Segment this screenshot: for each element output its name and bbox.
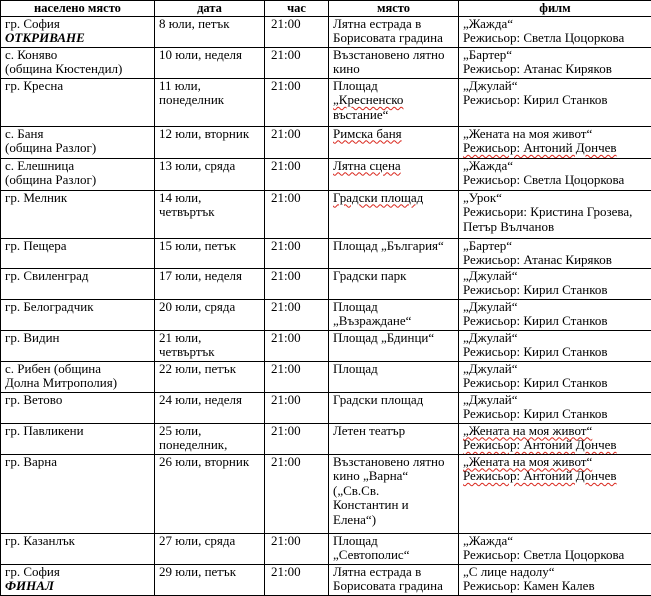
table-row [1, 330, 651, 361]
venue-cell-line: кино „Варна“ [333, 468, 409, 483]
film-cell-line: „Джулай“ [463, 330, 518, 345]
date-cell [155, 78, 265, 126]
date-cell [155, 158, 265, 190]
film-cell-line: „Жажда“ [463, 533, 514, 548]
time-cell: 21:00 [265, 268, 329, 299]
venue-cell-line: Градски площад [333, 392, 424, 407]
town-cell [1, 299, 155, 330]
date-cell-line: 21 юли, [159, 330, 202, 345]
venue-cell [329, 454, 459, 533]
venue-cell [329, 126, 459, 158]
time-cell: 21:00 [265, 47, 329, 78]
date-cell-line: 15 юли, петък [159, 238, 237, 253]
venue-cell-line: Възстановено лятно [333, 454, 445, 469]
film-cell [459, 423, 651, 454]
date-cell [155, 47, 265, 78]
date-cell-line: 8 юли, петък [159, 16, 230, 31]
venue-cell-line: Площад [333, 533, 378, 548]
time-cell: 21:00 [265, 454, 329, 533]
time-cell: 21:00 [265, 392, 329, 423]
header-date: дата [155, 1, 265, 17]
film-cell [459, 268, 651, 299]
time-cell: 21:00 [265, 361, 329, 392]
venue-cell [329, 361, 459, 392]
table-row [1, 238, 651, 268]
film-cell [459, 330, 651, 361]
town-cell-line: гр. Белоградчик [5, 299, 94, 314]
date-cell-line: 11 юли, [159, 78, 201, 93]
date-cell [155, 16, 265, 47]
date-cell [155, 190, 265, 238]
venue-cell-line: Борисовата градина [333, 578, 443, 593]
date-cell [155, 423, 265, 454]
table-row [1, 361, 651, 392]
film-cell-line: Режисьор: Камен Калев [463, 578, 595, 593]
film-cell-line: „Джулай“ [463, 299, 518, 314]
venue-cell [329, 533, 459, 564]
town-cell [1, 564, 155, 595]
table-row [1, 16, 651, 47]
date-cell [155, 238, 265, 268]
film-cell-line: „С лице надолу“ [463, 564, 555, 579]
town-cell-line: гр. Свиленград [5, 268, 89, 283]
date-cell [155, 126, 265, 158]
event-label: ОТКРИВАНЕ [5, 30, 85, 45]
date-cell-line: 26 юли, вторник [159, 454, 250, 469]
table-row [1, 268, 651, 299]
venue-cell-line: „Севтополис“ [333, 547, 410, 562]
town-cell-line: гр. Павликени [5, 423, 84, 438]
table-row [1, 299, 651, 330]
date-cell [155, 361, 265, 392]
town-cell-line: с. Баня [5, 126, 44, 141]
town-cell [1, 392, 155, 423]
film-cell-line: Режисьор: Антоний Дончев [463, 468, 617, 483]
time-cell: 21:00 [265, 423, 329, 454]
town-cell [1, 361, 155, 392]
town-cell [1, 78, 155, 126]
venue-cell-line: Възстановено лятно [333, 47, 445, 62]
date-cell [155, 299, 265, 330]
venue-cell-line: Константин и [333, 497, 409, 512]
time-cell: 21:00 [265, 238, 329, 268]
table-row [1, 454, 651, 533]
time-cell: 21:00 [265, 126, 329, 158]
date-cell-line: четвъртък [159, 344, 215, 359]
film-cell-line: „Жажда“ [463, 16, 514, 31]
venue-cell-line: кино [333, 61, 360, 76]
film-cell-line: Петър Вълчанов [463, 218, 555, 234]
date-cell-line: 10 юли, неделя [159, 47, 242, 62]
venue-cell-line: Римска баня [333, 126, 402, 141]
film-cell-line: „Джулай“ [463, 78, 518, 93]
town-cell-line: гр. София [5, 16, 60, 31]
date-cell-line: 25 юли, [159, 423, 202, 438]
venue-cell-line: Летен театър [333, 423, 406, 438]
date-cell-line: четвъртък [159, 204, 215, 219]
time-cell: 21:00 [265, 16, 329, 47]
date-cell-line: 22 юли, петък [159, 361, 237, 376]
venue-cell-line: Градски площад [333, 190, 424, 205]
time-cell: 21:00 [265, 564, 329, 595]
town-cell [1, 190, 155, 238]
date-cell [155, 454, 265, 533]
venue-cell [329, 299, 459, 330]
film-cell-line: „Бартер“ [463, 47, 513, 62]
date-cell-line: 13 юли, сряда [159, 158, 236, 173]
town-cell [1, 330, 155, 361]
venue-cell [329, 47, 459, 78]
time-cell: 21:00 [265, 78, 329, 126]
venue-cell-line: Площад [333, 361, 378, 376]
town-cell-line: гр. Ветово [5, 392, 63, 407]
venue-cell [329, 564, 459, 595]
town-cell-line: (община Разлог) [5, 140, 97, 155]
venue-cell [329, 268, 459, 299]
table-row [1, 158, 651, 190]
venue-cell-line: Борисовата градина [333, 30, 443, 45]
film-cell [459, 78, 651, 126]
film-cell-line: Режисьор: Антоний Дончев [463, 437, 617, 452]
film-cell [459, 564, 651, 595]
header-time: час [265, 1, 329, 17]
town-cell-line: (община Разлог) [5, 172, 97, 187]
town-cell-line: гр. Казанлък [5, 533, 75, 548]
film-cell-line: Режисьор: Атанас Киряков [463, 252, 612, 267]
town-cell [1, 47, 155, 78]
town-cell-line: Долна Митрополия) [5, 375, 118, 390]
date-cell [155, 330, 265, 361]
venue-cell-line: Площад [333, 78, 378, 93]
film-cell-line: „Жената на моя живот“ [463, 423, 593, 438]
film-cell [459, 299, 651, 330]
film-cell [459, 238, 651, 268]
date-cell-line: понеделник [159, 92, 225, 107]
film-cell-line: „Джулай“ [463, 361, 518, 376]
town-cell-line: гр. Кресна [5, 78, 64, 93]
film-cell-line: Режисьор: Светла Цоцоркова [463, 547, 625, 562]
film-cell [459, 16, 651, 47]
film-cell-line: „Джулай“ [463, 392, 518, 407]
town-cell-line: с. Елешница [5, 158, 75, 173]
film-cell [459, 158, 651, 190]
header-row [1, 1, 651, 17]
venue-cell [329, 16, 459, 47]
film-cell-line: „Жената на моя живот“ [463, 126, 593, 141]
venue-cell-line: „Кресненско [333, 92, 404, 107]
table-row [1, 533, 651, 564]
venue-cell-line: Лятна сцена [333, 158, 401, 173]
film-cell-line: Режисьор: Кирил Станков [463, 313, 608, 328]
film-cell-line: Режисьор: Светла Цоцоркова [463, 30, 625, 45]
film-cell-line: „Урок“ [463, 190, 502, 205]
venue-cell [329, 158, 459, 190]
time-cell: 21:00 [265, 330, 329, 361]
time-cell: 21:00 [265, 190, 329, 238]
town-cell-line: гр. Видин [5, 330, 60, 345]
header-venue: място [329, 1, 459, 17]
date-cell-line: 24 юли, неделя [159, 392, 242, 407]
venue-cell [329, 190, 459, 238]
event-label: ФИНАЛ [5, 578, 54, 593]
town-cell [1, 268, 155, 299]
film-cell-line: Режисьор: Кирил Станков [463, 282, 608, 297]
date-cell [155, 392, 265, 423]
venue-cell [329, 423, 459, 454]
film-cell-line: Режисьор: Кирил Станков [463, 92, 608, 107]
venue-cell-line: Градски парк [333, 268, 407, 283]
header-film: филм [459, 1, 651, 17]
venue-cell-line: Елена“) [333, 511, 377, 527]
film-cell-line: „Жажда“ [463, 158, 514, 173]
town-cell-line: гр. Пещера [5, 238, 67, 253]
film-cell [459, 47, 651, 78]
date-cell-line: 27 юли, сряда [159, 533, 236, 548]
town-cell-line: гр. София [5, 564, 60, 579]
date-cell [155, 564, 265, 595]
table-row [1, 126, 651, 158]
venue-cell-line: въстание“ [333, 106, 389, 122]
film-cell [459, 361, 651, 392]
venue-cell-line: Площад [333, 299, 378, 314]
venue-cell-line: „Възраждане“ [333, 313, 412, 328]
film-cell-line: Режисьор: Кирил Станков [463, 406, 608, 421]
film-cell-line: Режисьори: Кристина Грозева, [463, 204, 633, 219]
date-cell-line: 12 юли, вторник [159, 126, 250, 141]
film-cell [459, 533, 651, 564]
town-cell [1, 126, 155, 158]
time-cell: 21:00 [265, 533, 329, 564]
time-cell: 21:00 [265, 299, 329, 330]
table-row [1, 47, 651, 78]
town-cell [1, 16, 155, 47]
date-cell-line: 29 юли, петък [159, 564, 237, 579]
venue-cell [329, 78, 459, 126]
film-cell-line: „Бартер“ [463, 238, 513, 253]
town-cell-line: гр. Варна [5, 454, 57, 469]
film-cell-line: Режисьор: Кирил Станков [463, 344, 608, 359]
town-cell [1, 158, 155, 190]
venue-cell-line: („Св.Св. [333, 482, 380, 498]
venue-cell [329, 330, 459, 361]
time-cell: 21:00 [265, 158, 329, 190]
date-cell-line: 14 юли, [159, 190, 202, 205]
film-cell-line: „Жената на моя живот“ [463, 454, 593, 469]
venue-cell-line: Лятна естрада в [333, 16, 422, 31]
film-cell-line: Режисьор: Атанас Киряков [463, 61, 612, 76]
date-cell-line: понеделник, [159, 437, 228, 452]
town-cell [1, 533, 155, 564]
town-cell [1, 454, 155, 533]
date-cell-line: 17 юли, неделя [159, 268, 242, 283]
venue-cell-line: Площад „България“ [333, 238, 444, 253]
town-cell-line: гр. Мелник [5, 190, 68, 205]
town-cell-line: с. Рибен (община [5, 361, 102, 376]
town-cell-line: с. Коняво [5, 47, 58, 62]
table-body [1, 16, 651, 595]
film-cell [459, 190, 651, 238]
date-cell [155, 533, 265, 564]
film-cell [459, 126, 651, 158]
film-cell-line: Режисьор: Антоний Дончев [463, 140, 617, 155]
table-row [1, 423, 651, 454]
venue-cell [329, 392, 459, 423]
film-cell [459, 392, 651, 423]
venue-cell-line: Лятна естрада в [333, 564, 422, 579]
town-cell [1, 423, 155, 454]
table-row [1, 190, 651, 238]
table-row [1, 564, 651, 595]
venue-cell-line: Площад „Бдинци“ [333, 330, 435, 345]
film-cell-line: Режисьор: Светла Цоцоркова [463, 172, 625, 187]
town-cell-line: (община Кюстендил) [5, 61, 123, 76]
table-row [1, 392, 651, 423]
film-cell [459, 454, 651, 533]
table-row [1, 78, 651, 126]
film-cell-line: Режисьор: Кирил Станков [463, 375, 608, 390]
date-cell [155, 268, 265, 299]
film-cell-line: „Джулай“ [463, 268, 518, 283]
header-town: населено място [1, 1, 155, 17]
venue-cell [329, 238, 459, 268]
town-cell [1, 238, 155, 268]
date-cell-line: 20 юли, сряда [159, 299, 236, 314]
